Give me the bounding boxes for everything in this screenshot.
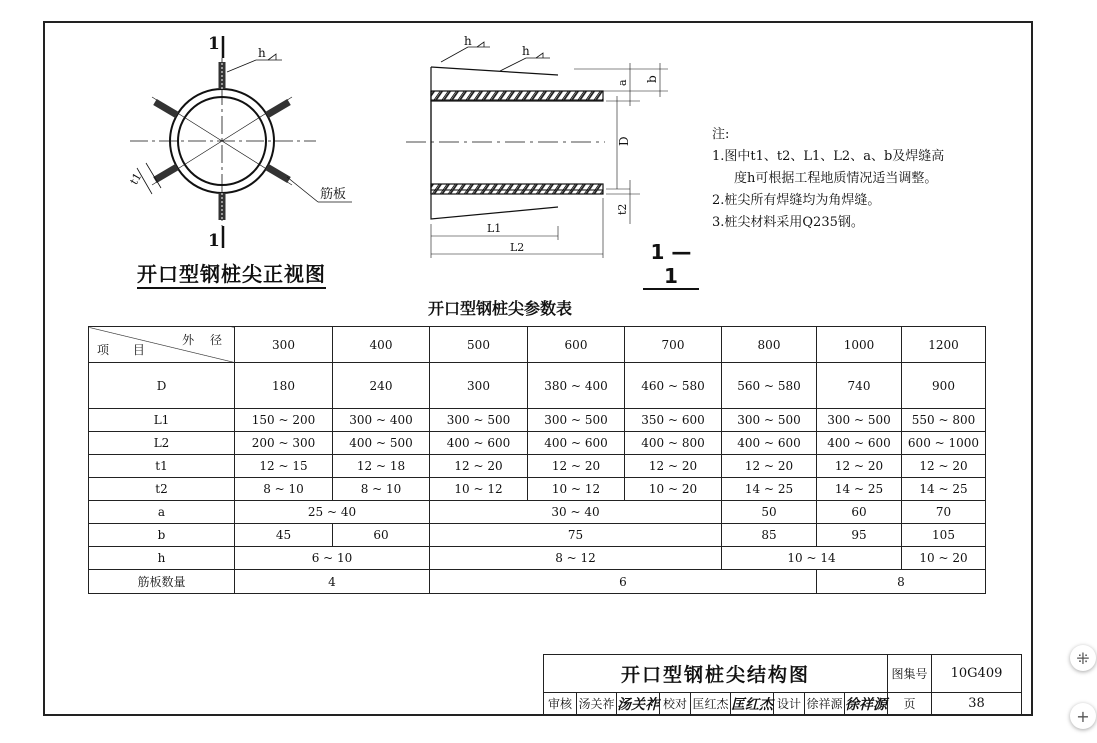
note-line: 2.桩尖所有焊缝均为角焊缝。	[712, 193, 881, 208]
row-label: t1	[89, 455, 235, 478]
table-cell: 300 ~ 500	[722, 409, 817, 432]
note-line: 度h可根据工程地质情况适当调整。	[734, 171, 938, 186]
table-cell: 300	[430, 363, 528, 409]
row-label: t2	[89, 478, 235, 501]
page-number: 38	[932, 693, 1022, 715]
table-cell: 460 ~ 580	[625, 363, 722, 409]
table-cell: 300 ~ 500	[817, 409, 902, 432]
row-label: a	[89, 501, 235, 524]
table-corner-cell	[89, 327, 235, 363]
section-view-drawing	[406, 34, 668, 258]
notes-heading: 注:	[712, 127, 730, 142]
weld-label: h	[258, 46, 266, 60]
diameter-header: 600	[528, 327, 625, 363]
title-block	[543, 654, 1022, 715]
table-cell: 8 ~ 10	[235, 478, 333, 501]
row-label: h	[89, 547, 235, 570]
dim-D-label: D	[617, 136, 631, 146]
table-cell: 8 ~ 10	[333, 478, 430, 501]
collapse-icon[interactable]: ⁜	[1070, 645, 1096, 671]
row-label: L2	[89, 432, 235, 455]
checker-signature: 匡红杰	[731, 693, 774, 715]
designer-signature: 徐祥源	[845, 693, 888, 715]
table-cell: 6	[430, 570, 817, 594]
table-cell: 10 ~ 12	[528, 478, 625, 501]
dim-L2-label: L2	[510, 241, 525, 254]
table-cell: 240	[333, 363, 430, 409]
table-cell: 12 ~ 20	[430, 455, 528, 478]
table-header-row	[89, 327, 986, 363]
table-row-L1	[89, 409, 986, 432]
table-cell: 14 ~ 25	[817, 478, 902, 501]
corner-top-label: 外 径	[182, 333, 228, 347]
weld-label-1: h	[464, 34, 472, 48]
table-row-b	[89, 524, 986, 547]
table-row-ribs	[89, 570, 986, 594]
table-cell: 10 ~ 20	[902, 547, 986, 570]
parameter-table	[88, 326, 986, 594]
table-cell: 30 ~ 40	[430, 501, 722, 524]
table-row-a	[89, 501, 986, 524]
diameter-header: 500	[430, 327, 528, 363]
diameter-header: 400	[333, 327, 430, 363]
design-label: 设计	[774, 693, 805, 715]
table-cell: 75	[430, 524, 722, 547]
drawing-title: 开口型钢桩尖结构图	[544, 655, 888, 693]
row-label: L1	[89, 409, 235, 432]
table-cell: 12 ~ 15	[235, 455, 333, 478]
row-label: b	[89, 524, 235, 547]
table-cell: 60	[333, 524, 430, 547]
table-cell: 180	[235, 363, 333, 409]
table-cell: 6 ~ 10	[235, 547, 430, 570]
table-cell: 400 ~ 600	[528, 432, 625, 455]
table-cell: 400 ~ 500	[333, 432, 430, 455]
corner-bottom-label: 项 目	[97, 343, 155, 357]
zoom-in-icon[interactable]: +	[1070, 703, 1096, 729]
table-cell: 8 ~ 12	[430, 547, 722, 570]
note-line: 3.桩尖材料采用Q235钢。	[712, 215, 864, 230]
table-cell: 380 ~ 400	[528, 363, 625, 409]
reviewer-signature: 汤关祚	[617, 693, 660, 715]
page-label: 页	[888, 693, 932, 715]
table-cell: 45	[235, 524, 333, 547]
rib-leader	[287, 177, 318, 202]
table-cell: 85	[722, 524, 817, 547]
table-cell: 105	[902, 524, 986, 547]
atlas-label: 图集号	[888, 655, 932, 693]
table-cell: 95	[817, 524, 902, 547]
dim-a-label: a	[616, 79, 629, 86]
table-row-L2	[89, 432, 986, 455]
table-cell: 300 ~ 500	[430, 409, 528, 432]
table-cell: 300 ~ 500	[528, 409, 625, 432]
review-label: 审核	[544, 693, 577, 715]
table-cell: 200 ~ 300	[235, 432, 333, 455]
table-row-t2	[89, 478, 986, 501]
table-cell: 12 ~ 20	[817, 455, 902, 478]
table-cell: 300 ~ 400	[333, 409, 430, 432]
table-cell: 600 ~ 1000	[902, 432, 986, 455]
table-cell: 14 ~ 25	[722, 478, 817, 501]
table-cell: 14 ~ 25	[902, 478, 986, 501]
front-view-title: 开口型钢桩尖正视图	[137, 258, 326, 289]
note-line: 1.图中t1、t2、L1、L2、a、b及焊缝高	[712, 149, 945, 164]
section-mark-bottom: 1	[208, 231, 220, 251]
table-cell: 10 ~ 14	[722, 547, 902, 570]
weld-leader	[227, 60, 256, 72]
rib-label: 筋板	[320, 187, 347, 202]
thickness-label: t1	[127, 170, 145, 187]
row-label: 筋板数量	[89, 570, 235, 594]
table-cell: 70	[902, 501, 986, 524]
diameter-header: 1200	[902, 327, 986, 363]
upper-wall-section	[431, 91, 603, 101]
table-cell: 50	[722, 501, 817, 524]
table-cell: 10 ~ 20	[625, 478, 722, 501]
table-cell: 12 ~ 18	[333, 455, 430, 478]
table-row-t1	[89, 455, 986, 478]
table-cell: 10 ~ 12	[430, 478, 528, 501]
weld-label-2: h	[522, 44, 530, 58]
table-cell: 12 ~ 20	[528, 455, 625, 478]
table-cell: 8	[817, 570, 986, 594]
table-cell: 25 ~ 40	[235, 501, 430, 524]
designer-name: 徐祥源	[805, 693, 845, 715]
lower-wall-section	[431, 184, 603, 194]
dim-b-label: b	[645, 75, 659, 83]
dim-t2-label: t2	[616, 203, 629, 215]
front-view-drawing	[127, 34, 352, 251]
notes-block	[712, 124, 944, 234]
table-cell: 60	[817, 501, 902, 524]
reviewer-name: 汤关祚	[577, 693, 617, 715]
table-cell: 350 ~ 600	[625, 409, 722, 432]
table-cell: 400 ~ 600	[722, 432, 817, 455]
table-cell: 560 ~ 580	[722, 363, 817, 409]
table-row-h	[89, 547, 986, 570]
table-cell: 400 ~ 600	[817, 432, 902, 455]
atlas-number: 10G409	[932, 655, 1022, 693]
section-title: 1 — 1	[643, 240, 699, 290]
table-cell: 12 ~ 20	[722, 455, 817, 478]
table-title: 开口型钢桩尖参数表	[428, 299, 573, 318]
diameter-header: 800	[722, 327, 817, 363]
table-row-D	[89, 363, 986, 409]
diameter-header: 1000	[817, 327, 902, 363]
diameter-header: 700	[625, 327, 722, 363]
table-cell: 550 ~ 800	[902, 409, 986, 432]
table-cell: 4	[235, 570, 430, 594]
diameter-header: 300	[235, 327, 333, 363]
section-mark-top: 1	[208, 34, 220, 54]
check-label: 校对	[660, 693, 691, 715]
table-cell: 740	[817, 363, 902, 409]
table-cell: 400 ~ 600	[430, 432, 528, 455]
table-cell: 12 ~ 20	[902, 455, 986, 478]
table-cell: 900	[902, 363, 986, 409]
table-cell: 400 ~ 800	[625, 432, 722, 455]
checker-name: 匡红杰	[691, 693, 731, 715]
table-cell: 12 ~ 20	[625, 455, 722, 478]
dim-L1-label: L1	[487, 222, 502, 235]
row-label: D	[89, 363, 235, 409]
table-cell: 150 ~ 200	[235, 409, 333, 432]
